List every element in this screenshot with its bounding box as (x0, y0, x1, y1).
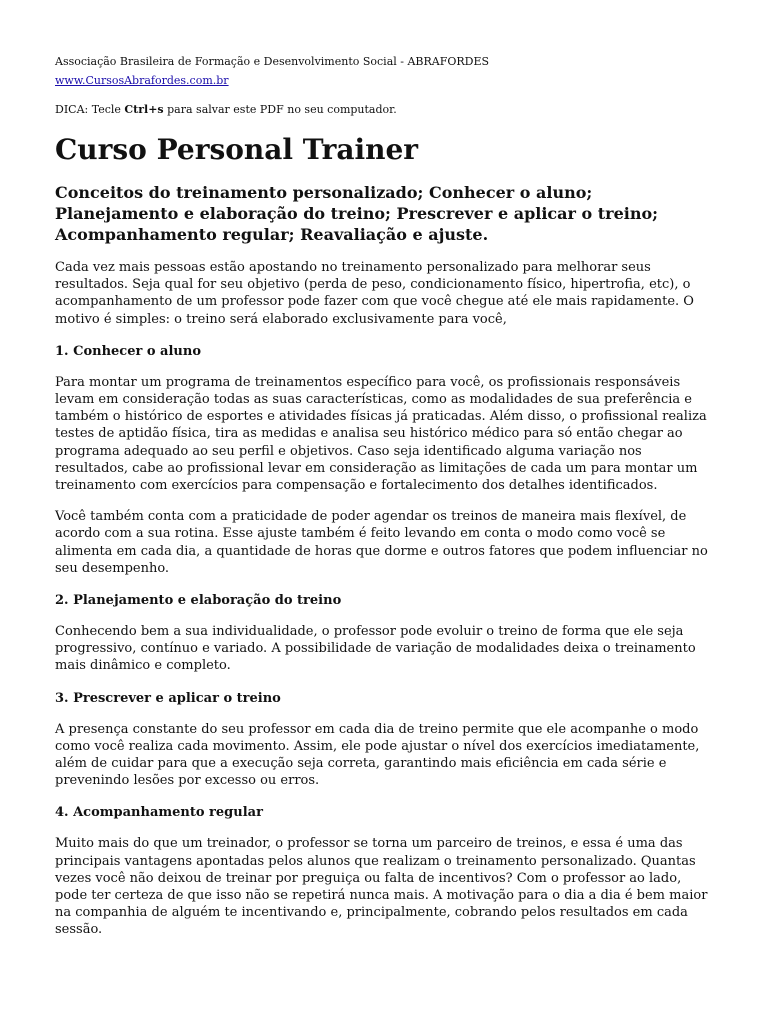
tip-suffix: para salvar este PDF no seu computador. (163, 103, 397, 116)
tip-prefix: DICA: Tecle (55, 103, 125, 116)
section-heading-3: 3. Prescrever e aplicar o treino (55, 690, 281, 706)
section-heading-2: 2. Planejamento e elaboração do treino (55, 593, 342, 609)
intro-paragraph: Cada vez mais pessoas estão apostando no treinamento personalizado para melhorar seus resultados. Seja qual for seu objetivo (perda de peso, condicionamento físico, hipertrofia, etc), o acompanhamento de um professor pode fazer com que você chegue até ele mais rapidamente. O motivo é simples: o treino será elaborado exclusivamente para você, (55, 260, 694, 327)
section-4-paragraph-1: Muito mais do que um treinador, o professor se torna um parceiro de treinos, e essa é uma das principais vantagens apontadas pelos alunos que realizam o treinamento personalizado. Quantas vezes você não deixou de treinar por preguiça ou falta de incentivos? Com o professor ao lado, pode ter certeza de que isso não se repetirá nunca mais. A motivação para o dia a dia é bem maior na companhia de alguém te incentivando e, principalmente, cobrando pelos resultados em cada sessão. (55, 836, 708, 938)
section-heading-1: 1. Conhecer o aluno (55, 343, 201, 359)
document-title: Curso Personal Trainer (55, 133, 419, 166)
tip-shortcut: Ctrl+s (124, 103, 164, 116)
document-subtitle: Conceitos do treinamento personalizado; Conhecer o aluno; Planejamento e elaboração do treino; Prescrever e aplicar o treino; Acompanhamento regular; Reavaliação e ajuste. (55, 183, 659, 244)
section-1-paragraph-2: Você também conta com a praticidade de poder agendar os treinos de maneira mais flexível, de acordo com a sua rotina. Esse ajuste também é feito levando em conta o modo como você se alimenta em cada dia, a quantidade de horas que dorme e outros fatores que podem influenciar no seu desempenho. (55, 509, 708, 576)
section-2-paragraph-1: Conhecendo bem a sua individualidade, o professor pode evoluir o treino de forma que ele seja progressivo, contínuo e variado. A possibilidade de variação de modalidades deixa o treinamento mais dinâmico e completo. (55, 624, 696, 674)
organization-name: Associação Brasileira de Formação e Desenvolvimento Social - ABRAFORDES (55, 55, 490, 68)
section-3-paragraph-1: A presença constante do seu professor em cada dia de treino permite que ele acompanhe o modo como você realiza cada movimento. Assim, ele pode ajustar o nível dos exercícios imediatamente, além de cuidar para que a execução seja correta, garantindo mais eficiência em cada série e prevenindo lesões por excesso ou erros. (55, 721, 700, 789)
section-heading-4: 4. Acompanhamento regular (55, 805, 263, 821)
save-tip (55, 103, 716, 117)
section-1-paragraph-1: Para montar um programa de treinamentos específico para você, os profissionais responsáveis levam em consideração todas as suas características, como as modalidades de sua preferência e também o histórico de esportes e atividades físicas já praticadas. Além disso, o profissional realiza testes de aptidão física, tira as medidas e analisa seu histórico médico para só então chegar ao programa adequado ao seu perfil e objetivos. Caso seja identificado alguma variação nos resultados, cabe ao profissional levar em consideração as limitações de cada um para montar um treinamento com exercícios para compensação e fortalecimento dos detalhes identificados. (55, 374, 707, 494)
website-link[interactable]: www.CursosAbrafordes.com.br (55, 74, 229, 87)
